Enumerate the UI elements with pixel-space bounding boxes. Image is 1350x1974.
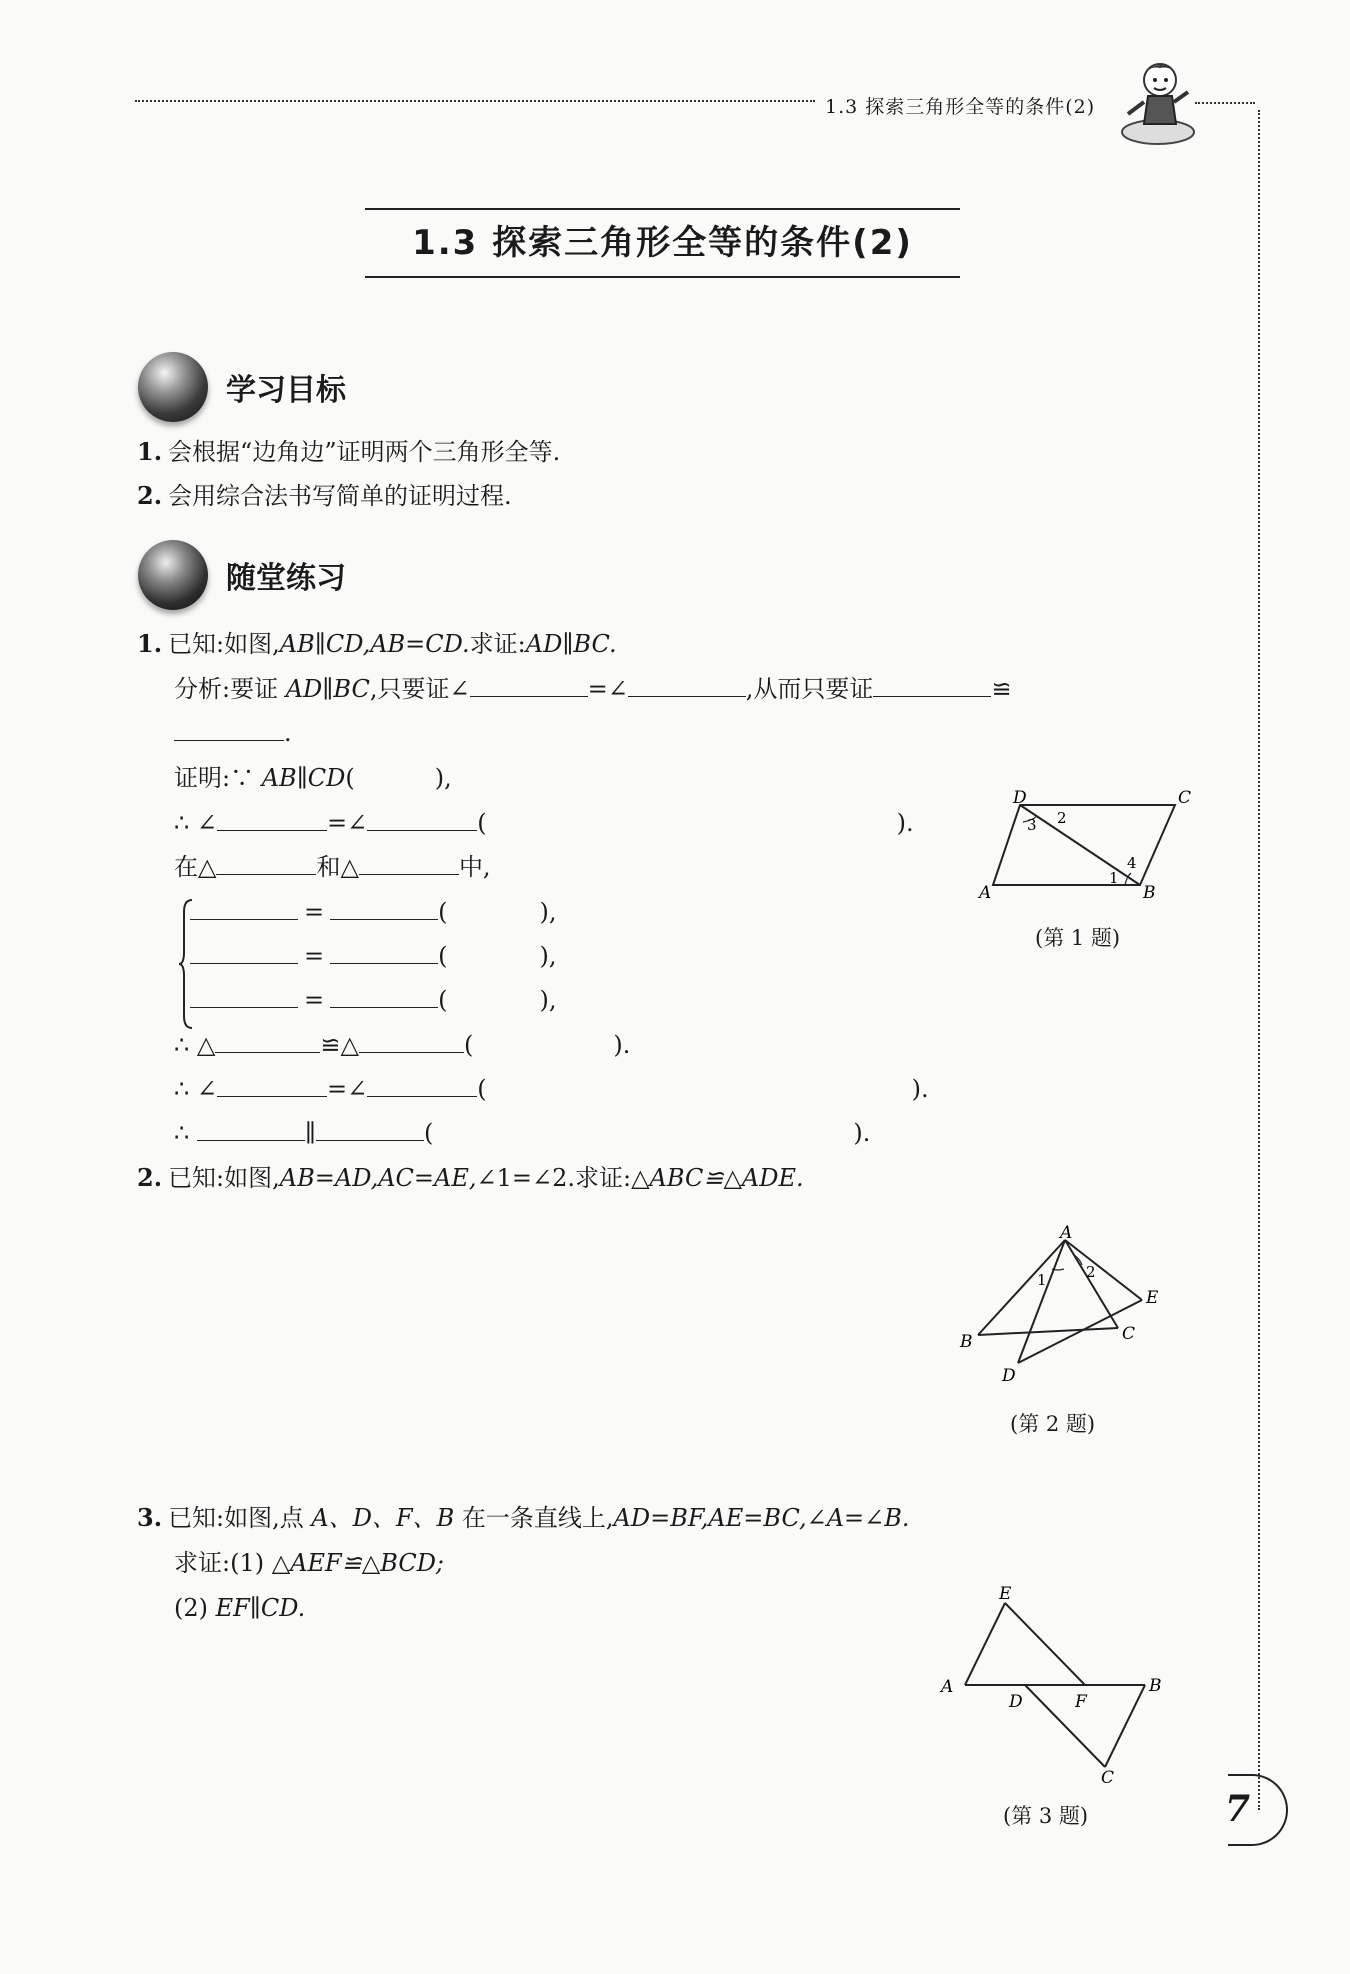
label-a: A [941, 1677, 954, 1697]
q1-proof-conclusion: ∴ ∥ ( ). [174, 1119, 871, 1147]
sphere-icon [138, 352, 208, 422]
answer-blank[interactable] [316, 1118, 424, 1141]
answer-blank[interactable] [355, 763, 435, 786]
answer-blank[interactable] [367, 1074, 477, 1097]
label-e: E [999, 1585, 1012, 1604]
answer-blank[interactable] [330, 985, 438, 1008]
section-practice-heading [138, 540, 346, 610]
lesson-title-box [365, 208, 960, 278]
answer-blank[interactable] [330, 941, 438, 964]
answer-blank[interactable] [216, 852, 316, 875]
q1-proof-angles: ∴ ∠ =∠ ( ). [174, 1075, 929, 1103]
header-rule-right [1195, 102, 1255, 104]
goal-item: 2. 会用综合法书写简单的证明过程. [137, 481, 512, 510]
label-f: F [1075, 1692, 1087, 1712]
figure-3 [935, 1585, 1175, 1789]
page-margin-rule [1258, 110, 1260, 1810]
q1-proof-line3: 在△ 和△ 中, [174, 853, 491, 881]
header-rule-left [135, 100, 815, 102]
answer-blank[interactable] [215, 1030, 320, 1053]
label-a: A [979, 883, 992, 903]
label-c: C [1122, 1324, 1136, 1344]
label-b: B [960, 1332, 973, 1352]
answer-blank[interactable] [359, 852, 459, 875]
label-c: C [1178, 790, 1192, 808]
label-b: B [1143, 883, 1156, 903]
figure-3-caption: (第 3 题) [1003, 1804, 1089, 1828]
answer-blank[interactable] [174, 718, 284, 741]
q1-stem: 1. 已知:如图,AB∥CD,AB=CD.求证:AD∥BC. [137, 629, 617, 658]
q1-proof-condition: = ( ), [190, 941, 556, 971]
page-number: 7 [1225, 1788, 1251, 1830]
figure-2-caption: (第 2 题) [1010, 1412, 1096, 1436]
angle-label-3: 3 [1027, 816, 1037, 834]
q1-analysis: 分析:要证 AD∥BC,只要证∠ =∠ ,从而只要证 ≌ [174, 675, 1012, 703]
goal-item: 1. 会根据“边角边”证明两个三角形全等. [137, 437, 561, 466]
answer-blank[interactable] [190, 985, 298, 1008]
q3-part1: 求证:(1) △AEF≌△BCD; [174, 1549, 445, 1577]
section-goals-heading [138, 352, 346, 422]
q1-proof-condition: = ( ), [190, 985, 556, 1015]
angle-label-2: 2 [1057, 809, 1067, 827]
q1-proof-line2: ∴ ∠ =∠ ( ). [174, 809, 914, 837]
answer-blank[interactable] [330, 897, 438, 920]
mascot-illustration [1118, 58, 1198, 152]
q1-proof-line1: 证明:∵ AB∥CD( ), [174, 764, 452, 792]
label-d: D [1009, 1692, 1023, 1712]
q3-stem: 3. 已知:如图,点 A、D、F、B 在一条直线上,AD=BF,AE=BC,∠A=∠B. [137, 1503, 910, 1532]
q1-proof-congruence: ∴ △ ≌△ ( ). [174, 1031, 631, 1059]
label-e: E [1146, 1288, 1159, 1308]
answer-blank[interactable] [470, 674, 588, 697]
answer-blank[interactable] [873, 674, 991, 697]
answer-blank[interactable] [190, 941, 298, 964]
figure-2 [950, 1225, 1180, 1394]
answer-blank[interactable] [359, 1030, 464, 1053]
section-practice-title: 随堂练习 [226, 561, 346, 596]
angle-label-1: 1 [1037, 1271, 1047, 1289]
lesson-title: 1.3 探索三角形全等的条件(2) [412, 223, 913, 263]
q1-proof-condition: = ( ), [190, 897, 556, 927]
answer-blank[interactable] [217, 808, 327, 831]
running-header: 1.3 探索三角形全等的条件(2) [825, 96, 1096, 118]
label-b: B [1149, 1676, 1162, 1696]
angle-label-2: 2 [1086, 1263, 1096, 1281]
figure-1-caption: (第 1 题) [1035, 926, 1121, 950]
globe-icon [138, 540, 208, 610]
angle-label-1: 1 [1109, 869, 1119, 887]
answer-blank[interactable] [217, 1074, 327, 1097]
label-d: D [1013, 790, 1027, 808]
answer-blank[interactable] [367, 808, 477, 831]
label-d: D [1002, 1366, 1016, 1386]
answer-blank[interactable] [190, 897, 298, 920]
answer-blank[interactable] [197, 1118, 305, 1141]
figure-1 [975, 790, 1210, 914]
q1-analysis-cont: . [174, 718, 292, 748]
q3-part2: (2) EF∥CD. [174, 1594, 306, 1622]
section-goals-title: 学习目标 [226, 373, 346, 408]
label-c: C [1101, 1768, 1115, 1785]
q2-stem: 2. 已知:如图,AB=AD,AC=AE,∠1=∠2.求证:△ABC≌△ADE. [137, 1163, 804, 1192]
answer-blank[interactable] [628, 674, 746, 697]
angle-label-4: 4 [1127, 854, 1137, 872]
label-a: A [1060, 1225, 1073, 1243]
